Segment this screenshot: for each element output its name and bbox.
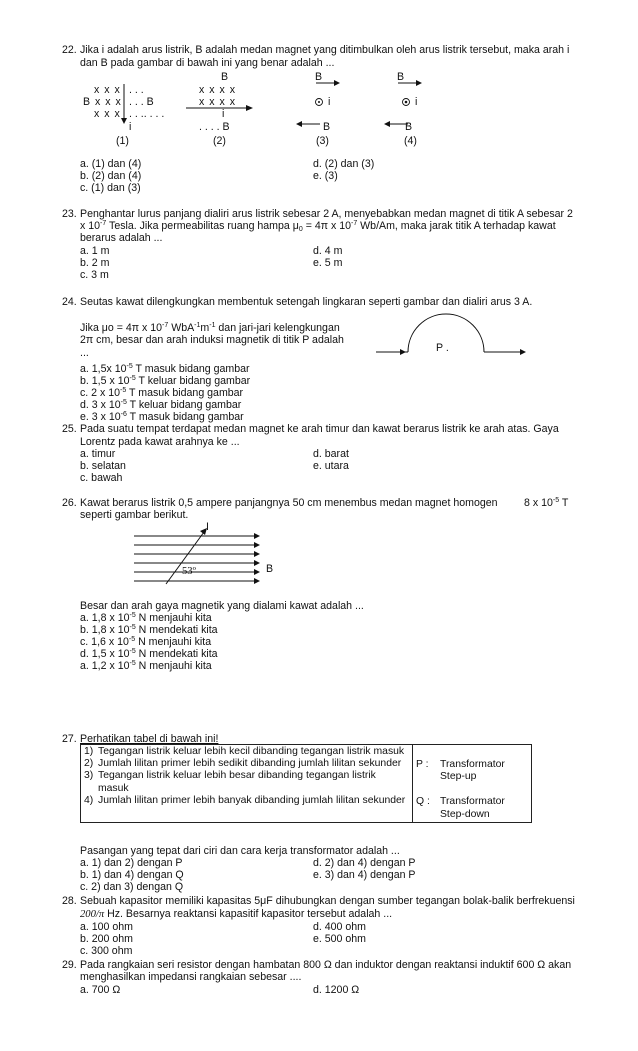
q24-option-b[interactable]: b. 1,5 x $10^{-5}$ T keluar bidang gambar [80,375,251,387]
q27-question: Pasangan yang tepat dari ciri dan cara kerja transformator adalah ... [80,845,400,857]
fig4-i-label: i [415,96,418,108]
q24-text-line1: Seutas kawat dilengkungkan membentuk setengah lingkaran seperti gambar dan dialiri arus 3 A. [80,296,533,308]
q27-statement-1: 1) Tegangan listrik keluar lebih kecil dibanding tegangan listrik masuk [84,746,405,757]
q27-statement-2: 2) Jumlah lilitan primer lebih sedikit dibanding jumlah lilitan sekunder [84,758,402,770]
q23-option-b[interactable]: b. 2 m [80,257,110,269]
q26-option-b[interactable]: b. 1,8 x $10^{-5}$ N mendekati kita [80,624,218,636]
q26-field-figure [132,522,272,588]
q23-number: 23. [62,208,77,220]
q24-option-c[interactable]: c. 2 x $10^{-5}$ T masuk bidang gambar [80,387,244,399]
q23-text-line3: berarus adalah ... [80,232,163,244]
q25-number: 25. [62,423,77,435]
q24-point-P-label: P . [436,342,449,354]
q28-text-line2: 200/π Hz. Besarnya reaktansi kapasitif kapasitor tersebut adalah ... [80,908,393,920]
q28-option-b[interactable]: b. 200 ohm [80,933,134,945]
q23-option-d[interactable]: d. 4 m [313,245,343,257]
q27-option-b[interactable]: b. 1) dan 4) dengan Q [80,869,184,881]
q22-option-d[interactable]: d. (2) dan (3) [313,158,375,170]
fig3-caption: (3) [316,135,329,147]
fig2-B-top: B [221,71,229,83]
q27-option-e[interactable]: e. 3) dan 4) dengan P [313,869,416,881]
q25-option-e[interactable]: e. utara [313,460,349,472]
q26-question: Besar dan arah gaya magnetik yang dialami kawat adalah ... [80,600,364,612]
q22-number: 22. [62,44,77,56]
q27-statements-cell [81,745,413,823]
q24-text-line2: Jika μo = 4π x $10^{-7}$ $WbA^{-1}m^{-1}$ dan jari-jari kelengkungan [80,322,340,334]
q22-option-a[interactable]: a. (1) dan (4) [80,158,142,170]
q26-option-a[interactable]: a. 1,8 x $10^{-5}$ N menjauhi kita [80,612,212,624]
q23-text-line2: x $10^{-7}$ Tesla. Jika permeabilitas ruang hampa $\mu_0 = 4\pi$ x $10^{-7}$ Wb/Am, maka jarak titik A terhadap kawat [80,220,556,233]
q28-option-e[interactable]: e. 500 ohm [313,933,367,945]
fig1-dots-row2: . . . B [129,96,154,108]
q24-semicircle-wire-figure [372,310,562,360]
q26-option-c[interactable]: c. 1,6 x $10^{-5}$ N menjauhi kita [80,636,212,648]
fig1-crosses-row3: x x x [94,108,121,120]
q27-title: Perhatikan tabel di bawah ini! [80,733,219,745]
q28-option-d[interactable]: d. 400 ohm [313,921,367,933]
q23-option-e[interactable]: e. 5 m [313,257,343,269]
q25-option-c[interactable]: c. bawah [80,472,123,484]
fig4-B-arrow [395,78,425,88]
fig1-caption: (1) [116,135,129,147]
q26-B-label: B [266,563,274,575]
q22-text-line2: dan B pada gambar di bawah ini yang benar adalah ... [80,57,335,69]
q22-option-e[interactable]: e. (3) [313,170,338,182]
q26-text-line1: Kawat berarus listrik 0,5 ampere panjangnya 50 cm menembus medan magnet homogen [80,497,498,509]
fig2-dots-row: . . . . B [199,121,230,133]
q27-option-c[interactable]: c. 2) dan 3) dengan Q [80,881,184,893]
q26-angle-label: 53º [182,566,196,577]
q25-text-line1: Pada suatu tempat terdapat medan magnet ke arah timur dan kawat berarus listrik ke arah atas. Gaya [80,423,559,435]
q23-text-line1: Penghantar lurus panjang dialiri arus listrik sebesar 2 A, menyebabkan medan magnet di titik A sebesar 2 [80,208,573,220]
fig3-B-top: B [315,71,323,83]
q29-option-d[interactable]: d. 1200 Ω [313,984,360,996]
fig4-B-top: B [397,71,405,83]
q24-number: 24. [62,296,77,308]
fig1-crosses-row2: B x x x [83,96,122,108]
q22-text-line1: Jika i adalah arus listrik, B adalah medan magnet yang ditimbulkan oleh arus listrik tersebut, maka arah i [80,44,570,56]
q26-field-value: 8 x $10^{-5}$ T [524,497,569,509]
fig2-crosses-row2: x x x x [199,96,237,108]
fig1-i-label: i [129,121,132,133]
fig3-B-arrow [313,78,343,88]
q28-option-c[interactable]: c. 300 ohm [80,945,133,957]
q26-number: 26. [62,497,77,509]
q27-option-d[interactable]: d. 2) dan 4) dengan P [313,857,416,869]
fig2-i-label: i [222,108,225,120]
q26-option-e[interactable]: a. 1,2 x $10^{-5}$ N menjauhi kita [80,660,212,672]
q28-number: 28. [62,895,77,907]
q29-text-line2: menghasilkan impedansi rangkaian sebesar .... [80,971,302,983]
q27-option-a[interactable]: a. 1) dan 2) dengan P [80,857,183,869]
fig4-caption: (4) [404,135,417,147]
q22-option-c[interactable]: c. (1) dan (3) [80,182,141,194]
q27-number: 27. [62,733,77,745]
q24-text-line3: 2π cm, besar dan arah induksi magnetik di titik P adalah [80,334,344,346]
q25-option-b[interactable]: b. selatan [80,460,126,472]
fig1-dots-row1: . . . [129,84,144,96]
q24-option-d[interactable]: d. 3 x $10^{-5}$ T keluar bidang gambar [80,399,242,411]
q24-option-e[interactable]: e. 3 x $10^{-6}$ T masuk bidang gambar [80,411,244,423]
fig4-B-bottom: B [405,121,413,133]
q22-option-b[interactable]: b. (2) dan (4) [80,170,142,182]
q28-option-a[interactable]: a. 100 ohm [80,921,134,933]
fig3-B-bottom-arrow [296,119,322,129]
wire-right-arrow [520,349,526,355]
fig1-crosses-row1: x x x [94,84,121,96]
q27-statement-3: 3) Tegangan listrik keluar lebih besar dibanding tegangan listrik masuk [84,770,376,794]
q25-text-line2: Lorentz pada kawat arahnya ke ... [80,436,240,448]
q27-legend-P: P : Transformator Step-up [416,759,505,783]
fig1-dots-row3: . . .. . . . [129,108,165,120]
q27-table [80,744,532,823]
fig3-B-bottom: B [323,121,331,133]
q25-option-d[interactable]: d. barat [313,448,349,460]
fig3-i-label: i [328,96,331,108]
q23-option-c[interactable]: c. 3 m [80,269,109,281]
q29-number: 29. [62,959,77,971]
q24-option-a[interactable]: a. 1,5x $10^{-5}$ T masuk bidang gambar [80,363,250,375]
q26-current-label: I [206,521,209,533]
q25-option-a[interactable]: a. timur [80,448,116,460]
q27-legend-Q: Q : Transformator Step-down [416,796,505,820]
q26-option-d[interactable]: d. 1,5 x $10^{-5}$ N mendekati kita [80,648,218,660]
q29-option-a[interactable]: a. 700 Ω [80,984,121,996]
fig2-caption: (2) [213,135,226,147]
q23-option-a[interactable]: a. 1 m [80,245,110,257]
fig3-current-out-icon [314,97,324,107]
q28-text-line1: Sebuah kapasitor memiliki kapasitas 5μF dihubungkan dengan sumber tegangan bolak-balik berfrekuensi [80,895,575,907]
q26-text-line2: seperti gambar berikut. [80,509,189,521]
q29-text-line1: Pada rangkaian seri resistor dengan hambatan 800 Ω dan induktor dengan reaktansi induktif 600 Ω akan [80,959,572,971]
q27-statement-4: 4) Jumlah lilitan primer lebih banyak dibanding jumlah lilitan sekunder [84,794,406,806]
fig4-current-out-icon [401,97,411,107]
q27-legend-cell [413,745,532,823]
q24-text-line4: ... [80,347,89,359]
fig2-crosses-row1: x x x x [199,84,237,96]
fig2-current-arrow [184,102,256,114]
